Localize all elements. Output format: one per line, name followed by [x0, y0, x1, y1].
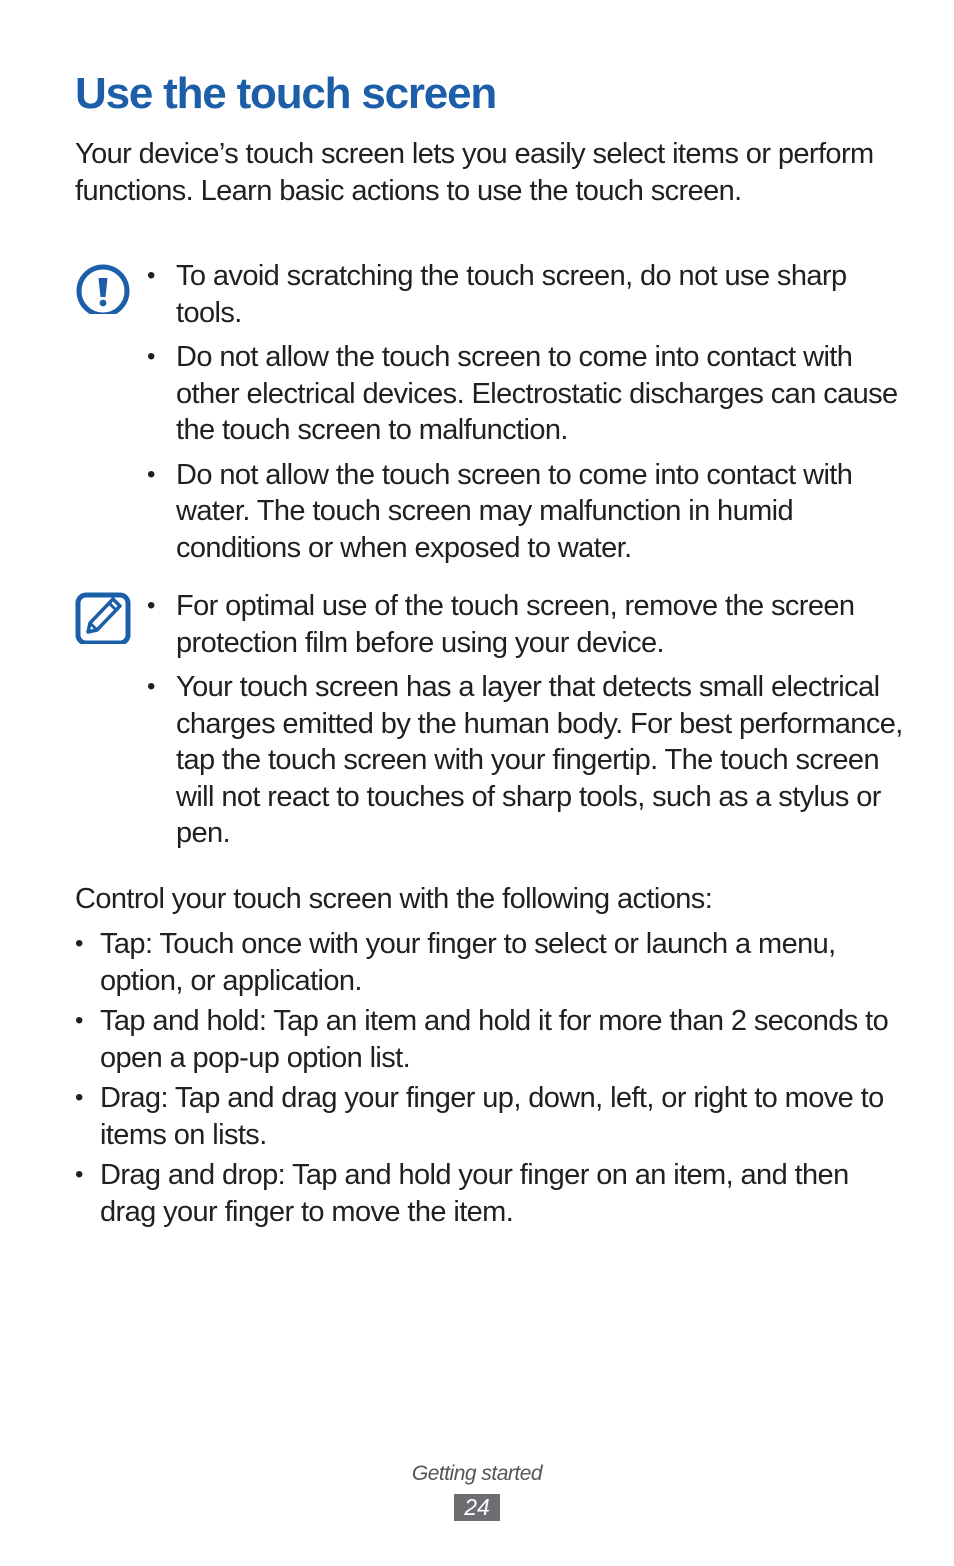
warning-icon [75, 258, 131, 314]
list-item: • Your touch screen has a layer that detects small electrical charges emitted by the human body. For best performance, tap the touch screen with your fingertip. The touch screen will not react to touches of sharp tools, such as a stylus or pen. [147, 669, 905, 852]
warning-block [75, 258, 905, 574]
note-block [75, 588, 905, 860]
list-item: • To avoid scratching the touch screen, do not use sharp tools. [147, 258, 905, 331]
page-title: Use the touch screen [75, 69, 497, 118]
warning-list [147, 258, 905, 566]
list-item: • Do not allow the touch screen to come into contact with water. The touch screen may malfunction in humid conditions or when exposed to water. [147, 457, 905, 567]
intro-paragraph: Your device’s touch screen lets you easily select items or perform functions. Learn basic actions to use the touch screen. [75, 138, 874, 207]
list-item: • Tap and hold: Tap an item and hold it for more than 2 seconds to open a pop-up option list. [75, 1003, 905, 1076]
actions-list [75, 926, 905, 1234]
page-number: 24 [454, 1494, 500, 1521]
list-item: • Drag: Tap and drag your finger up, down, left, or right to move to items on lists. [75, 1080, 905, 1153]
list-item: • Tap: Touch once with your finger to select or launch a menu, option, or application. [75, 926, 905, 999]
note-list [147, 588, 905, 852]
actions-lead: Control your touch screen with the following actions: [75, 883, 713, 915]
list-item: • Drag and drop: Tap and hold your finger on an item, and then drag your finger to move the item. [75, 1157, 905, 1230]
list-item: • For optimal use of the touch screen, remove the screen protection film before using your device. [147, 588, 905, 661]
footer-section-name: Getting started [411, 1462, 543, 1485]
list-item: • Do not allow the touch screen to come into contact with other electrical devices. Electrostatic discharges can cause the touch screen to malfunction. [147, 339, 905, 449]
note-pencil-icon [75, 588, 131, 644]
